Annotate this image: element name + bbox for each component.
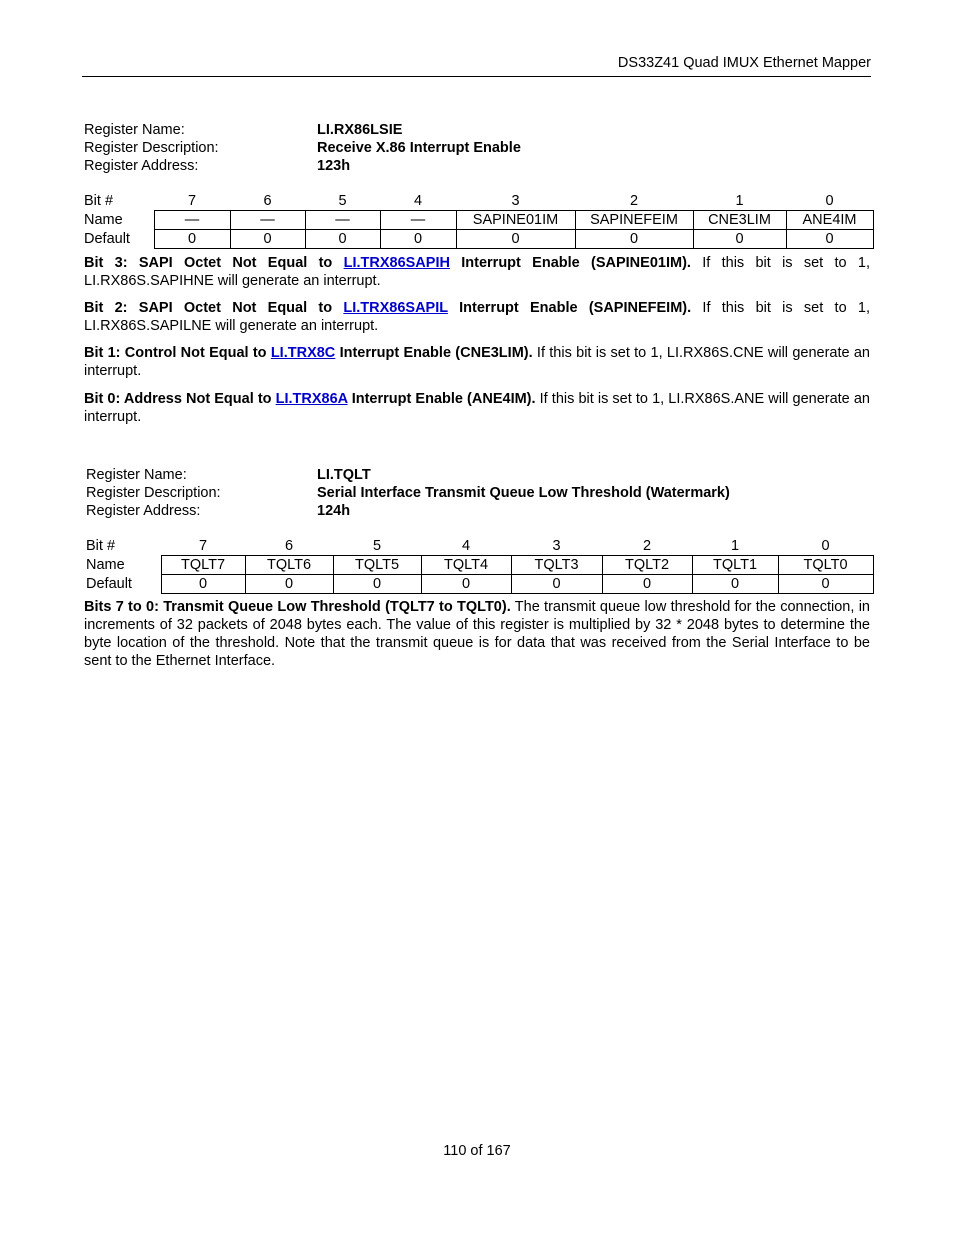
register-description-label: Register Description:: [86, 485, 221, 501]
bit-default: 0: [161, 575, 245, 594]
bit-name: TQLT7: [161, 556, 245, 575]
bit-number: 0: [825, 193, 834, 209]
bit-number: 4: [461, 538, 471, 554]
bit-description-text: If this bit is set to 1, LI.RX86S.ANE will generate an interrupt.: [84, 391, 870, 425]
bit-name: TQLT4: [421, 556, 511, 575]
register-address-label: Register Address:: [86, 503, 201, 519]
bit-description-paragraph: [84, 299, 870, 335]
bit-default: 0: [602, 575, 692, 594]
bit-number: 3: [511, 193, 520, 209]
register-name-label: Register Name:: [86, 467, 187, 483]
bit-number: 0: [821, 538, 830, 554]
bit-description-heading-end: Interrupt Enable (ANE4IM).: [347, 391, 536, 407]
default-row-label: Default: [86, 576, 132, 592]
bit-default: 0: [154, 230, 230, 249]
bit-default: 0: [693, 230, 786, 249]
register-name-value: LI.TQLT: [317, 467, 371, 483]
bit-description-heading: Bit 2: SAPI Octet Not Equal to: [84, 300, 344, 316]
bit-default-row: [84, 230, 873, 249]
bit-name: SAPINE01IM: [456, 211, 575, 230]
bit-name: —: [305, 211, 380, 230]
bit-name: —: [154, 211, 230, 230]
register-info-rx86lsie: [84, 121, 521, 175]
bit-default: 0: [421, 575, 511, 594]
bit-number: 3: [552, 538, 561, 554]
bit-description-heading: Bit 3: SAPI Octet Not Equal to: [84, 255, 344, 271]
bit-number: 6: [263, 193, 272, 209]
bit-default: 0: [511, 575, 602, 594]
bit-description-text: If this bit is set to 1, LI.RX86S.CNE will generate an interrupt.: [84, 345, 870, 379]
page-header-title: DS33Z41 Quad IMUX Ethernet Mapper: [617, 55, 871, 71]
bit-number: 2: [642, 538, 652, 554]
bit-description-heading-end: Interrupt Enable (SAPINEFEIM).: [447, 300, 692, 316]
bit-default: 0: [575, 230, 693, 249]
bit-name: —: [230, 211, 305, 230]
bit-default: 0: [456, 230, 575, 249]
bit-name: TQLT1: [692, 556, 778, 575]
bit-number: 1: [730, 538, 740, 554]
bit-description-heading: Bits 7 to 0: Transmit Queue Low Threshold (TQLT7 to TQLT0).: [84, 599, 511, 615]
bit-default: 0: [778, 575, 873, 594]
bit-name: ANE4IM: [786, 211, 873, 230]
register-description-label: Register Description:: [84, 140, 219, 156]
bit-name-row: [84, 211, 873, 230]
bit-description-text: If this bit is set to 1, LI.RX86S.SAPIHNE will generate an interrupt.: [84, 255, 871, 289]
bit-name: TQLT3: [511, 556, 602, 575]
bit-row-label: Bit #: [84, 193, 114, 210]
bit-description-text: If this bit is set to 1, LI.RX86S.SAPILNE will generate an interrupt.: [84, 300, 870, 334]
bit-description-paragraph: [84, 344, 870, 380]
bit-description-heading-end: Interrupt Enable (SAPINE01IM).: [449, 255, 691, 271]
register-name-label: Register Name:: [84, 122, 185, 138]
bit-name: —: [380, 211, 456, 230]
default-row-label: Default: [84, 231, 130, 247]
register-link[interactable]: LI.TRX86SAPIL: [343, 300, 448, 316]
bit-name: TQLT5: [333, 556, 421, 575]
bit-number: 7: [198, 538, 208, 554]
bit-default: 0: [245, 575, 333, 594]
bit-row-label: Bit #: [86, 538, 116, 555]
bit-default-row: [84, 575, 873, 594]
register-info-tqlt: [86, 466, 730, 520]
page-number: 110 of 167: [443, 1143, 511, 1159]
bit-number: 5: [338, 193, 347, 209]
bit-name: TQLT0: [778, 556, 873, 575]
bit-table-tqlt: [84, 537, 874, 594]
register-address-label: Register Address:: [84, 158, 199, 174]
bit-table-rx86lsie: [84, 192, 874, 249]
name-row-label: Name: [84, 212, 123, 228]
register-link[interactable]: LI.TRX8C: [270, 345, 336, 361]
bit-description-paragraph: [84, 254, 870, 290]
name-row-label: Name: [86, 557, 125, 573]
bit-description-heading: Bit 1: Control Not Equal to: [84, 345, 271, 361]
bit-number: 4: [413, 193, 423, 209]
register-name-value: LI.RX86LSIE: [317, 122, 403, 138]
bit-description-text: The transmit queue low threshold for the connection, in increments of 32 packets of 2048 bytes each. The value of this register is multiplied by 32 * 2048 bytes to determine the byte location of the threshold. Note that the transmit queue is for data that was received from the Serial Interface to be sent to the Ethernet Interface.: [84, 599, 870, 669]
bit-default: 0: [692, 575, 778, 594]
bit-name: TQLT6: [245, 556, 333, 575]
register-address-value: 124h: [317, 503, 351, 519]
bit-number: 2: [629, 193, 639, 209]
register-address-value: 123h: [317, 158, 351, 174]
bit-default: 0: [230, 230, 305, 249]
bit-description-heading: Bit 0: Address Not Equal to: [84, 391, 276, 407]
header-rule: [82, 76, 871, 77]
bit-name: CNE3LIM: [693, 211, 786, 230]
register-description-value: Serial Interface Transmit Queue Low Threshold (Watermark): [317, 485, 730, 501]
bit-default: 0: [305, 230, 380, 249]
register-link[interactable]: LI.TRX86A: [275, 391, 348, 407]
bit-default: 0: [333, 575, 421, 594]
bit-description-heading-end: Interrupt Enable (CNE3LIM).: [335, 345, 533, 361]
bit-number-row: [84, 192, 873, 211]
bit-number: 1: [735, 193, 744, 209]
bit-description-paragraph: [84, 598, 870, 670]
bit-name: TQLT2: [602, 556, 692, 575]
bit-name: SAPINEFEIM: [575, 211, 693, 230]
bit-number-row: [84, 537, 873, 556]
bit-default: 0: [786, 230, 873, 249]
register-link[interactable]: LI.TRX86SAPIH: [343, 255, 450, 271]
bit-name-row: [84, 556, 873, 575]
bit-default: 0: [380, 230, 456, 249]
bit-number: 5: [372, 538, 382, 554]
bit-number: 6: [284, 538, 294, 554]
bit-number: 7: [187, 193, 197, 209]
register-description-value: Receive X.86 Interrupt Enable: [317, 140, 521, 156]
bit-description-paragraph: [84, 390, 870, 426]
